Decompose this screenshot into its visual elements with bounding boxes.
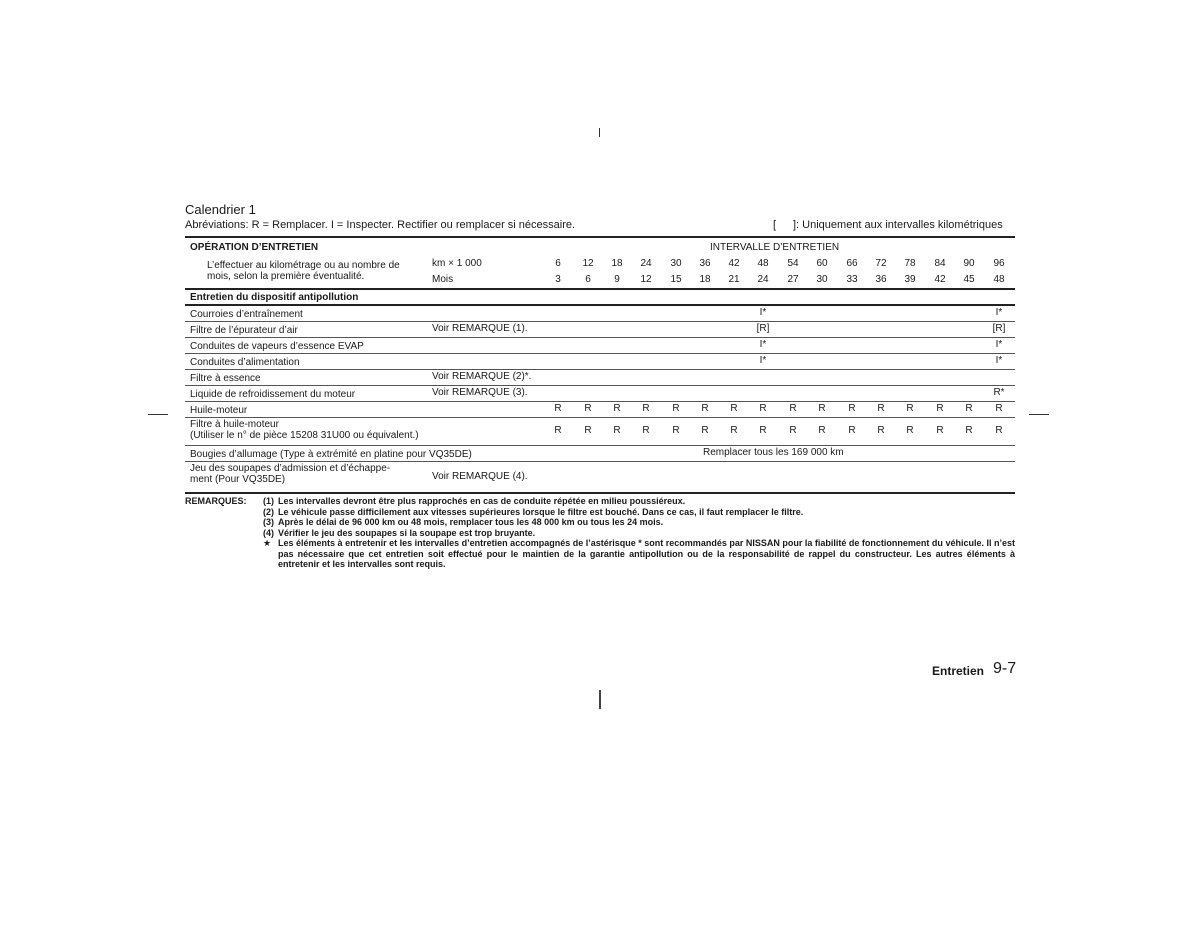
- remark-text: Les intervalles devront être plus rapprochés en cas de conduite répétée en milieu poussiéreux.: [278, 496, 686, 506]
- month-value: 24: [757, 274, 769, 285]
- row-remark: Voir REMARQUE (1).: [432, 323, 528, 334]
- table-row: [185, 401, 1015, 417]
- remark-item: [263, 528, 1015, 539]
- interval-mark: R: [789, 403, 797, 414]
- interval-mark: R*: [993, 387, 1005, 398]
- months-label: Mois: [432, 274, 454, 285]
- table-row: [185, 337, 1015, 353]
- side-mark-left: [148, 414, 168, 415]
- row-interval-note: Remplacer tous les 169 000 km: [703, 447, 844, 458]
- table-row: [185, 445, 1015, 461]
- interval-mark: [R]: [756, 323, 770, 334]
- km-value: 60: [816, 258, 828, 269]
- remark-number: (1): [263, 496, 274, 506]
- interval-mark: R: [818, 425, 826, 436]
- km-value: 66: [846, 258, 858, 269]
- month-value: 33: [846, 274, 858, 285]
- interval-mark: R: [730, 425, 738, 436]
- km-value: 36: [699, 258, 711, 269]
- row-operation-name: Jeu des soupapes d’admission et d’échappe-: [190, 463, 391, 474]
- row-operation-name: Conduites d’alimentation: [190, 357, 300, 368]
- remark-text: Les éléments à entretenir et les intervalles d’entretien accompagnés de l’astérisque * sont recommandés par NISSAN pour la fiabilité de fonctionnement du véhicule. Il n’est pas nécessaire que cet entretien soit effectué pour le maintien de la garantie antipollution ou de la responsabilité de rappel du constructeur. Les autres éléments à entretenir et les intervalles sont requis.: [278, 538, 1015, 569]
- month-value: 48: [993, 274, 1005, 285]
- interval-mark: R: [672, 403, 680, 414]
- row-remark: Voir REMARQUE (2)*.: [432, 371, 532, 382]
- km-value: 96: [993, 258, 1005, 269]
- month-value: 45: [963, 274, 975, 285]
- interval-mark: R: [584, 425, 592, 436]
- table-bottom-rule: [185, 492, 1015, 494]
- row-operation-name-cont: (Utiliser le n° de pièce 15208 31U00 ou équivalent.): [190, 430, 419, 441]
- interval-mark: R: [906, 403, 914, 414]
- remark-item: [263, 538, 1015, 570]
- table-row: [185, 321, 1015, 337]
- row-operation-name: Filtre à huile-moteur: [190, 419, 279, 430]
- km-value: 24: [640, 258, 652, 269]
- remark-number: (2): [263, 506, 274, 517]
- row-operation-name-cont: ment (Pour VQ35DE): [190, 474, 286, 485]
- interval-mark: R: [789, 425, 797, 436]
- month-value: 36: [875, 274, 887, 285]
- row-operation-name: Huile-moteur: [190, 405, 248, 416]
- month-value: 9: [614, 274, 620, 285]
- interval-mark: R: [730, 403, 738, 414]
- km-value: 42: [728, 258, 740, 269]
- km-value: 48: [757, 258, 769, 269]
- interval-mark: R: [554, 425, 562, 436]
- km-value: 54: [787, 258, 799, 269]
- crop-mark-top: [599, 128, 600, 137]
- table-top-rule: [185, 236, 1015, 238]
- interval-mark: R: [642, 425, 650, 436]
- month-value: 12: [640, 274, 652, 285]
- km-value: 18: [611, 258, 623, 269]
- remark-number: ★: [263, 538, 272, 548]
- month-value: 3: [555, 274, 561, 285]
- interval-mark: R: [554, 403, 562, 414]
- table-row: [185, 461, 1015, 492]
- remark-text: Après le délai de 96 000 km ou 48 mois, remplacer tous les 48 000 km ou tous les 24 mois.: [278, 517, 664, 527]
- month-value: 15: [670, 274, 682, 285]
- interval-mark: R: [701, 425, 709, 436]
- interval-mark: I*: [995, 355, 1003, 366]
- calendar-title: Calendrier 1: [185, 202, 256, 217]
- interval-mark: R: [877, 425, 885, 436]
- km-value: 78: [904, 258, 916, 269]
- interval-mark: R: [936, 425, 944, 436]
- remarks-list: [263, 496, 1015, 570]
- interval-mark: R: [584, 403, 592, 414]
- km-value: 12: [582, 258, 594, 269]
- interval-mark: I*: [759, 339, 767, 350]
- row-operation-name: Filtre de l’épurateur d’air: [190, 325, 298, 336]
- table-row: [185, 417, 1015, 445]
- interval-mark: [R]: [992, 323, 1006, 334]
- remark-text: Vérifier le jeu des soupapes si la soupape est trop bruyante.: [278, 527, 536, 538]
- table-row: [185, 369, 1015, 385]
- footer-page-number: 9-7: [993, 660, 1017, 677]
- month-value: 39: [904, 274, 916, 285]
- row-operation-name: Bougies d’allumage (Type à extrémité en platine pour VQ35DE): [190, 449, 472, 460]
- bracket-legend: [773, 219, 1015, 231]
- row-remark: Voir REMARQUE (4).: [432, 471, 528, 482]
- remark-item: [263, 517, 1015, 528]
- row-operation-name: Conduites de vapeurs d’essence EVAP: [190, 341, 364, 352]
- section-title: Entretien du dispositif antipollution: [190, 292, 359, 303]
- interval-mark: R: [906, 425, 914, 436]
- row-operation-name: Filtre à essence: [190, 373, 261, 384]
- bracket-note: ]: Uniquement aux intervalles kilométriques: [793, 219, 1003, 231]
- interval-mark: R: [818, 403, 826, 414]
- interval-mark: R: [965, 425, 973, 436]
- table-row: [185, 353, 1015, 369]
- month-value: 30: [816, 274, 828, 285]
- interval-mark: R: [877, 403, 885, 414]
- month-value: 42: [934, 274, 946, 285]
- interval-mark: R: [613, 403, 621, 414]
- month-value: 6: [585, 274, 591, 285]
- remark-number: (3): [263, 517, 274, 527]
- row-operation-name: Courroies d’entraînement: [190, 309, 303, 320]
- interval-mark: R: [848, 403, 856, 414]
- interval-mark: R: [642, 403, 650, 414]
- interval-mark: R: [936, 403, 944, 414]
- month-value: 27: [787, 274, 799, 285]
- interval-mark: I*: [759, 307, 767, 318]
- month-value: 18: [699, 274, 711, 285]
- abbreviations-legend: Abréviations: R = Remplacer. I = Inspecter. Rectifier ou remplacer si nécessaire.: [185, 219, 576, 231]
- perform-note: L’effectuer au kilométrage ou au nombre de mois, selon la première éventualité.: [207, 260, 400, 282]
- row-operation-name: Liquide de refroidissement du moteur: [190, 389, 356, 400]
- remark-text: Le véhicule passe difficilement aux vitesses supérieures lorsque le filtre est bouché. Dans ce cas, il faut remplacer le filtre.: [278, 506, 804, 517]
- footer-section: Entretien: [932, 664, 985, 678]
- interval-mark: R: [613, 425, 621, 436]
- bracket-open: [: [773, 219, 777, 231]
- interval-mark: R: [759, 425, 767, 436]
- interval-mark: I*: [995, 339, 1003, 350]
- remark-item: [263, 507, 1015, 518]
- km-value: 84: [934, 258, 946, 269]
- month-value: 21: [728, 274, 740, 285]
- km-value: 90: [963, 258, 975, 269]
- remarks-label: REMARQUES:: [185, 496, 247, 506]
- interval-mark: R: [848, 425, 856, 436]
- interval-mark: R: [759, 403, 767, 414]
- km-value: 30: [670, 258, 682, 269]
- table-row: [185, 385, 1015, 401]
- remark-item: [263, 496, 1015, 507]
- km-value: 6: [555, 258, 561, 269]
- header-rule: [185, 288, 1015, 290]
- side-mark-right: [1029, 414, 1049, 415]
- interval-mark: R: [672, 425, 680, 436]
- km-label: km × 1 000: [432, 258, 482, 269]
- crop-mark-bottom: [599, 690, 601, 709]
- interval-mark: I*: [995, 307, 1003, 318]
- interval-mark: R: [701, 403, 709, 414]
- remark-number: (4): [263, 527, 274, 538]
- operation-header: OPÉRATION D’ENTRETIEN: [190, 242, 319, 253]
- km-value: 72: [875, 258, 887, 269]
- table-row: [185, 305, 1015, 321]
- interval-mark: R: [965, 403, 973, 414]
- interval-mark: R: [995, 403, 1003, 414]
- row-remark: Voir REMARQUE (3).: [432, 387, 528, 398]
- interval-header: INTERVALLE D’ENTRETIEN: [710, 242, 840, 253]
- interval-mark: I*: [759, 355, 767, 366]
- interval-mark: R: [995, 425, 1003, 436]
